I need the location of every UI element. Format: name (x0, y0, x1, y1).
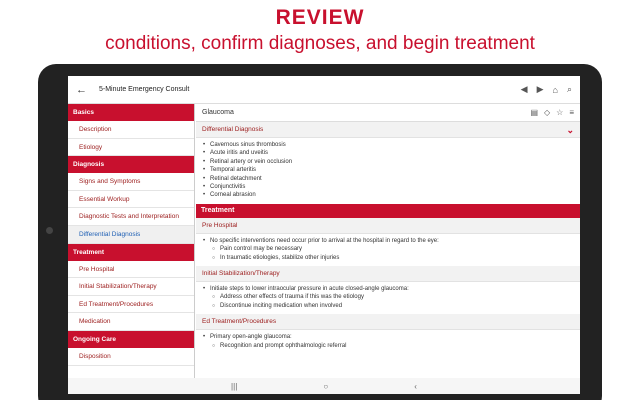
list-icon[interactable]: ≡ (569, 108, 574, 117)
sidebar-item-tests[interactable]: Diagnostic Tests and Interpretation (68, 208, 194, 226)
sidebar-item-prehospital[interactable]: Pre Hospital (68, 261, 194, 279)
list-item: • Temporal arteritis (196, 166, 580, 174)
differential-header[interactable] (196, 122, 580, 138)
star-icon[interactable]: ☆ (556, 108, 564, 117)
tablet-frame (38, 64, 602, 400)
list-item: ○ Address other effects of trauma if this was the etiology (196, 293, 580, 301)
sidebar-item-description[interactable]: Description (68, 121, 194, 139)
sidebar-item-differential[interactable]: Differential Diagnosis (68, 226, 194, 244)
ed-list (196, 330, 580, 354)
list-item: • Acute iritis and uveitis (196, 149, 580, 157)
sidebar-header-treatment: Treatment (68, 244, 194, 261)
list-item: • Conjunctivitis (196, 183, 580, 191)
prehospital-header[interactable]: Pre Hospital (196, 218, 580, 234)
ed-header[interactable]: Ed Treatment/Procedures (196, 314, 580, 330)
differential-title: Differential Diagnosis (202, 126, 264, 133)
topic-bar (196, 104, 580, 122)
sidebar-item-ed[interactable]: Ed Treatment/Procedures (68, 296, 194, 314)
list-item: • Retinal detachment (196, 175, 580, 183)
sidebar-item-initial[interactable]: Initial Stabilization/Therapy (68, 278, 194, 296)
differential-list (196, 138, 580, 204)
sidebar-header-ongoing: Ongoing Care (68, 331, 194, 348)
app-title: 5-Minute Emergency Consult (99, 86, 190, 93)
content-pane (196, 104, 580, 378)
tag-icon[interactable]: ◇ (544, 108, 551, 117)
recents-icon[interactable]: ||| (231, 381, 238, 391)
back-button-icon[interactable]: ‹ (414, 381, 417, 391)
home-button-icon[interactable]: ○ (323, 381, 329, 391)
list-item: • Corneal abrasion (196, 191, 580, 199)
chevron-down-icon[interactable]: ⌄ (566, 125, 574, 135)
treatment-header: Treatment (196, 204, 580, 218)
prehospital-list (196, 234, 580, 266)
promo-subtitle: conditions, confirm diagnoses, and begin treatment (105, 33, 535, 54)
list-item: • Initiate steps to lower intraocular pressure in acute closed-angle glaucoma: (196, 285, 580, 293)
list-item: ○ Pain control may be necessary (196, 245, 580, 253)
initial-list (196, 282, 580, 314)
initial-header[interactable]: Initial Stabilization/Therapy (196, 266, 580, 282)
sidebar-item-medication[interactable]: Medication (68, 313, 194, 331)
system-nav-bar (68, 378, 580, 394)
sidebar (68, 104, 195, 378)
next-icon[interactable]: ▶ (536, 84, 544, 94)
topic-name: Glaucoma (202, 109, 234, 116)
list-item: • Retinal artery or vein occlusion (196, 158, 580, 166)
list-item: ○ Discontinue inciting medication when involved (196, 302, 580, 310)
list-item: • Primary open-angle glaucoma: (196, 333, 580, 341)
app-bar (68, 76, 580, 104)
prev-icon[interactable]: ◀ (520, 84, 528, 94)
sidebar-header-diagnosis: Diagnosis (68, 156, 194, 173)
home-icon[interactable]: ⌂ (552, 84, 558, 95)
list-item: ○ In traumatic etiologies, stabilize other injuries (196, 254, 580, 262)
sidebar-header-basics: Basics (68, 104, 194, 121)
search-icon[interactable]: ⌕ (566, 84, 572, 94)
list-item: ○ Recognition and prompt ophthalmologic referral (196, 342, 580, 350)
promo-title: REVIEW (275, 6, 365, 29)
camera-icon (46, 227, 53, 234)
app-screen (68, 76, 580, 394)
sidebar-item-signs[interactable]: Signs and Symptoms (68, 173, 194, 191)
list-item: • No specific interventions need occur prior to arrival at the hospital in regard to the eye: (196, 237, 580, 245)
note-icon[interactable]: ▤ (530, 108, 538, 117)
sidebar-item-etiology[interactable]: Etiology (68, 139, 194, 157)
back-arrow-icon[interactable]: ← (76, 83, 87, 96)
sidebar-item-disposition[interactable]: Disposition (68, 348, 194, 366)
sidebar-item-workup[interactable]: Essential Workup (68, 191, 194, 209)
list-item: • Cavernous sinus thrombosis (196, 141, 580, 149)
